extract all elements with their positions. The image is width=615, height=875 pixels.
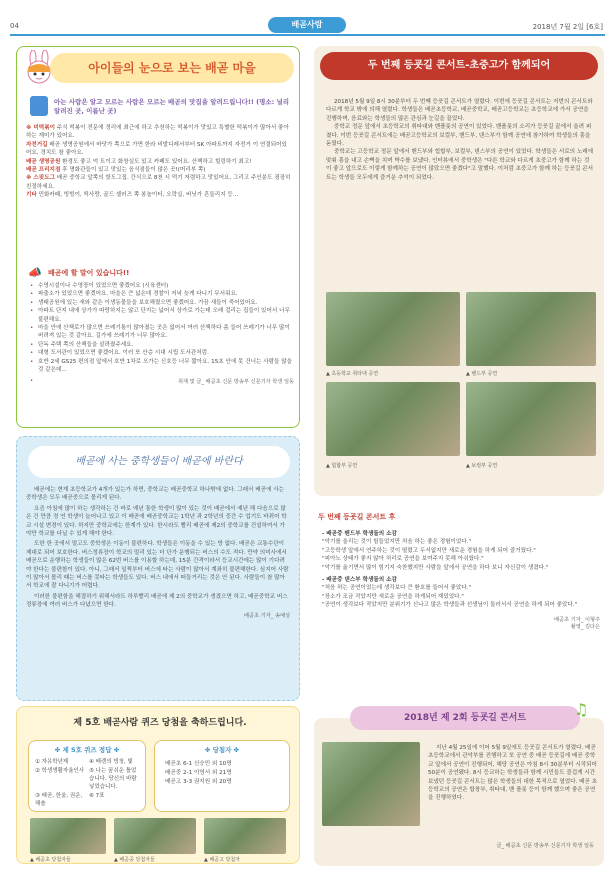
list-item: • 호반 2세 GS25 편의점 앞에서 호반 1차로 오가는 신호등 너무 짧아요. 15초 안에 못 건너는 사람들 많을 것 같은데... [30, 358, 294, 375]
winner-item: 배곧중 2-1 이영서 외 21명 [165, 770, 232, 776]
quiz-winners [154, 740, 290, 812]
spot-item: ※ 미떡볶이 주식 떡볶이 전문에 정리에 최근에 하고 추천하는 떡볶이가 맛있고 특별한 떡볶이가 많아서 좋아하는 재미가 있어요. [26, 125, 289, 140]
list-item: • 마을 안에 산책로가 많으면 쓰레기통이 많아졌는 곳은 없어서 여러 산책하다 좀 들어 쓰레기가 너무 많이 버려져 있는 것 같아요. 길가에 쓰레기가 너무 많아요. [30, 324, 294, 341]
winner-item: 배곧고 3-3 권지원 외 20명 [165, 779, 232, 785]
section-credit: 배곧초 기자_ 송예성 [244, 612, 290, 619]
quote: "악기를 옮기면서 많이 힘기지 숙찬했지만 사람들 앞에서 공연을 하다 보니 자신감이 생겼다." [322, 564, 549, 571]
quote: "공연이 생각보다 작았지만 분위기가 신나고 많은 학생들과 선생님이 둘러서서 공연을 하게 되어 좋았다." [322, 602, 578, 609]
section-intro: 아는 사람은 알고 모르는 사람은 모르는 배곧의 맛집을 알려드립니다!! (명소: 널리 알려진 곳, 이름난 곳) [54, 98, 290, 115]
list-item: • 대형 도서관이 있었으면 좋겠어요. 이러 또 산층 시대 시립 도서관처럼. [30, 349, 294, 357]
article-body [428, 744, 598, 803]
article-body [322, 526, 600, 630]
wish-list [30, 282, 294, 385]
photo-winners-middle [114, 818, 196, 854]
answers-title: ✤ 제 5호 퀴즈 정답 ✤ [54, 746, 120, 754]
list-item: • 생태공원에 있는 새와 같은 이생동물들을 보호해줬으면 좋겠어요. 가끔 새들이 죽어있어요. [30, 299, 294, 307]
photo-caption: ▲ 배곧초 당첨자들 [30, 857, 71, 863]
photo-caption: ▲ 보컬부 공연 [466, 463, 498, 469]
group-heading: - 배곧중 댄스부 학생들의 소감 [322, 577, 397, 584]
section-title: 두 번째 등굣길 콘서트-초중고가 함께되어 [320, 52, 598, 80]
quiz-answers [28, 740, 146, 812]
megaphone-icon: 📣 [28, 266, 42, 279]
issue-date: 2018년 7월 2일 [6호] [532, 23, 603, 31]
header-rule [10, 34, 605, 36]
list-item: • 파출소가 있었으면 좋겠어요. 마을은 큰 넓은데 경찰이 저녁 늦게 다니기 무서워요. [30, 290, 294, 298]
photo-caption: ▲ 힙합부 공연 [326, 463, 358, 469]
paragraph: 요즘 아침에 많이 하는 생각하는 건 바로 예년 통한 학생이 많이 있는 것이 배곧에서 예년 해 다음으로 많은 건 만큼 정 연 학생이 늘어나고 있고 이 배곧에 배곧중학교는 1학년 과 2학년의 중간 수 업기도 바뀌어 학교 시설 변경이 있다. 하지만 중학교에는 한계가 있다. 한시라도 빨리 배곧에 제2의 중학교를 건설하여서 가야만 학교를 다닐 수 있게 해야 한다. [26, 505, 287, 538]
section-title: 배곧에 사는 중학생들이 배곧에 바란다 [28, 446, 290, 478]
page-header [0, 0, 615, 40]
answer-item: ③ 배곧, 한울, 권운, 해솔 [35, 793, 83, 807]
answer-item: ⑤ 나는 꿈쉬운 틀었습니다. 당신의 바람 넣었습니다. [89, 768, 137, 790]
quote: "고등학생 앞에서 연주하는 것이 떨렸고 두서없지만 새로운 경험을 하게 되어 즐거웠다." [322, 547, 536, 554]
spot-item: ※ 스핏도그 배곧 중학교 앞쪽의 핫도그집. 간식으로 8천 시 먹기 저렴하고 맛있어요, 그리고 주인분도 굉장히 친절하세요. [26, 175, 291, 190]
spot-item: 배곧 프리지점 후 명화관들이 있고 맛있는 음식점들이 많은 곳!(머리부 쪽) [26, 167, 206, 174]
photo-caption: ▲ 배곧중 당첨자들 [114, 857, 155, 863]
quote: "피아노 상태가 좋지 않아 처리로 공연을 보여주지 못해 아쉬웠다." [322, 556, 484, 563]
answer-item: ④ 배렌의 빙청, 빛 [89, 759, 133, 765]
photo-caption: ▲ 배곧고 당첨자 [204, 857, 241, 863]
section-title: 2018년 제 2회 등굣길 콘서트 [350, 706, 580, 730]
section-credit: 글_ 배곧초 신문 방송부 신문기자 학생 일동 [496, 843, 594, 849]
section-title: 제 5호 배곧사람 퀴즈 당첨을 축하드립니다. [73, 718, 247, 728]
section-title: 두 번째 등굣길 콘서트 후 [318, 513, 396, 521]
photo-caption: ▲ 초등학교 취타대 공연 [326, 371, 379, 377]
paragraph: 도한 한 곳에서 멀고도 중학생은 이동이 불편하다. 학생들은 이동을 수 있는 방 없다. 배곧은 교통수단이 제대로 되어 보호한다. 버스정류장이 학교의 멀리 있는 더 단가 운행되는 버스의 수도 적다. 만약 의미사에서 배곧으로 운행하는 학생들이 많은 62번 버스를 이용할 하는데, 15분 간격이라서 등교시간에는 많이 기다려야 한다는 불편함이 있다. 아니, 그래서 일찍부터 버스에 타는 사람이 많아서 계좌히 불편해한다. 심지어 사람이 많아서 몰리 때는 버스를 못타는 학생들도 있다. 버스 내에서 떠들거리는 것은 안 된다. 사람들이 참 많아서 학교에 잘 다니기가 어렵다. [26, 541, 289, 590]
paragraph: 배곧에는 현재 초등학교가 4개가 있는가 하면, 중학교는 배곧중학교 하나밖에 없다. 그래서 배곧에 사는 중학생은 모두 배곧중으로 몰리게 된다. [26, 487, 284, 502]
music-note-icon: ♫ [574, 700, 589, 719]
newspaper-logo: 배곧사람 [268, 17, 346, 33]
list-item: • 단독 주택 쪽의 산책들을 살려줬주세요. [30, 341, 294, 349]
spot-item: 배곧 생명공원 환경도 좋고 억 트이고 화창실도 있고 카페도 있어요. 산책하고 힐링하기 최고! [26, 158, 252, 165]
answer-item: ⑥ 7표 [89, 793, 105, 799]
section-credit: 배곧초 기자_ 이형주 [554, 616, 600, 623]
paragraph: 중학교는 고등학교 정문 앞에서 밴드부와 힙합부, 보컬부, 댄스부의 공연이 있었다. 학생들은 서로의 노래에 맞춰 흥을 내고 손뼉을 치며 박수를 보냈다. 인터뷰에서 중학생은 "다른 학교와 다르게 초중고가 함께 하는 것이 좋고 앞으로도 이렇게 함께하는 공연이 많았으면 좋겠다"고 말했다. 이처럼 초중고가 함께 하는 등굣길 콘서트는 학생들 모두에게 즐거운 추억이 되었다. [326, 149, 594, 181]
paragraph: 중학교 정문 앞에서 초등학교의 취타대와 밴플룻의 공연이 있었다. 밴플룻의 소리가 등굣길 끝에서 울려 퍼졌다. 이번 등굣길 콘서트에는 배곧고등학교의 보컬부, 밴드부, 댄스부가 함께 공연에 참가하여 학생들의 흥을 돋웠다. [326, 124, 592, 148]
photo-winners-high [204, 818, 286, 854]
spot-list [26, 124, 292, 200]
spot-item: 자전거길 배곧 생명공원에서 바닷가 쪽으로 가면 한라 비발디레서부터 SK 아파트까지 자전거 이 연결되어있어요, 경치도 참 좋아요. [26, 141, 287, 157]
photo-elementary-band [326, 292, 460, 366]
section-credit: 촬영_ 김다은 [570, 623, 600, 630]
article-body [26, 486, 290, 619]
section-credit: • 취재 및 글_ 배곧초 신문 방송부 신문기자 학생 일동 [30, 378, 294, 385]
book-icon [30, 96, 48, 116]
winner-item: 배곧초 6-1 신승민 외 10명 [165, 761, 232, 767]
paragraph: 이러한 불편함을 해결하기 위해서라도 하루빨리 배곧에 제 2의 중학교가 생겼으면 하고, 배곧중학교 버스정류장에 여러 버스가 다녔으면 한다. [26, 593, 288, 609]
photo-caption: ▲ 밴드부 공연 [466, 371, 498, 377]
page-number: 04 [10, 22, 19, 30]
group-heading: - 배곧중 밴드부 학생들의 소감 [322, 531, 397, 537]
answer-item: ② 학생생활자율인사 [35, 768, 85, 774]
list-item: • 아파트 단지 내에 상가가 따랑하지는 않고 단지는 넓어서 상가로 가는데 오래 걸리는 집들이 있어서 너무 불편해요. [30, 307, 294, 324]
winners-title: ✤ 당첨자 ✤ [204, 746, 240, 754]
photo-vocal [466, 382, 596, 456]
section-title: 아이들의 눈으로 보는 배곧 마을 [50, 53, 294, 83]
answer-item: ① 자유학년제 [35, 759, 69, 765]
photo-concert [322, 742, 420, 826]
article-body [326, 98, 594, 182]
photo-band [466, 292, 596, 366]
paragraph: 지난 4월 25일에 이어 5월 9일에도 등굣길 콘서트가 열렸다. 배곧 초등학교에서 관악부를 진행하고 또 공연 중 배곧 등굣길에 배곧 중학교 앞에서 공연이 진행되어, 해당 공연은 아침 8시 30분부터 시작되어 50분이 공연됐다. 8시 등교하는 학생들과 함께 시민들도 즐겁게 시간 보냈던 등굣길 콘서트는 많은 학생들의 대한 목적으로 열었다. 배곧 초등학교의 공연은 합창부, 취타대, 밴 플룻 등이 함께 했으며 좋은 공연을 진행하였다. [428, 745, 598, 802]
paragraph: 2018년 5월 9일 8시 30분부터 두 번째 등굣길 콘서트가 열렸다. 이번에 등굣길 콘서트는 저번의 콘서트와 다르게 학교 밖에 의해 열렸다. 학생들은 배곧초등학교, 배곧중학교, 배곧고등학교는 초등학교에 가서 공연을 진행하며, 음료와는 학생들의 많은 관심과 눈길을 끌었다. [326, 99, 593, 122]
spot-item: 기타 민화카페, 빙빙이, 떡사랑, 골드 셀러즈 쪽 봉놀이터, 오락실, 버닛가 흔들리지 등... [26, 192, 239, 199]
quote: "악기를 울리는 것이 힘들었지만 처음 하는 좋은 경험이었다." [322, 539, 472, 546]
quote: "장소가 조금 작았지만 새로운 공연을 하게되어 재밌었다." [322, 593, 464, 600]
photo-winners-elementary [30, 818, 106, 854]
wish-title: 배곧에 할 말이 있습니다!! [48, 269, 130, 277]
photo-hiphop [326, 382, 460, 456]
quote: "처음 하는 공연이었는데 생각보다 큰 환호를 들어서 좋았다." [322, 585, 472, 592]
list-item: • 수영시설이나 수영장이 있었으면 좋겠어요 (시육센터) [30, 282, 294, 290]
